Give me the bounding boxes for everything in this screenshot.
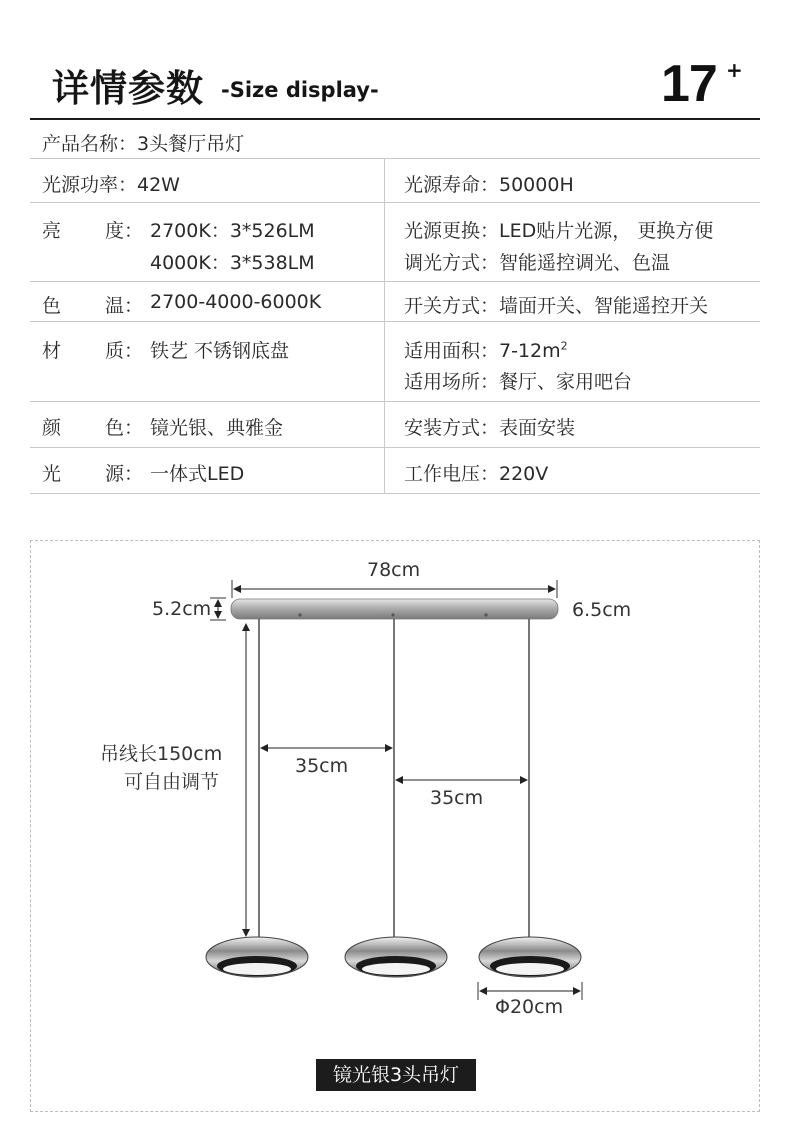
spec-material-label-b: 质： [105,340,144,362]
spec-material-label-a: 材 [42,340,62,362]
base-height-dimension [210,598,226,620]
width-dimension [232,580,557,598]
pendant-disc-middle [345,937,447,977]
spec-voltage: 工作电压：220V [404,463,549,485]
section-number: 17 [661,55,717,113]
canopy-height-label: 6.5cm [572,599,632,621]
spec-life: 光源寿命：50000H [404,174,574,196]
spec-product-name: 产品名称：3头餐厅吊灯 [42,133,245,155]
spec-colortemp-value: 2700-4000-6000K [150,291,322,313]
product-caption: 镜光银3头吊灯 [316,1059,476,1091]
spacing-label-2: 35cm [430,787,484,809]
suspension-cables [259,619,529,944]
spec-brightness-label-a: 亮 [42,220,62,242]
cable-length-label: 吊线长150cm [100,743,223,765]
spec-power: 光源功率：42W [42,174,180,196]
spec-source-label-a: 光 [42,463,62,485]
cable-adjustable-label: 可自由调节 [124,771,220,793]
spec-color-label-a: 颜 [42,417,62,439]
spec-color-label-b: 色： [105,417,144,439]
spec-area-text: 适用面积：7-12m [404,340,561,362]
spec-color-value: 镜光银、典雅金 [150,417,284,439]
page-subtitle: -Size display- [221,78,379,102]
spec-colortemp-label-a: 色 [42,295,62,317]
spec-brightness-line2: 4000K：3*538LM [150,252,315,274]
spec-material-value: 铁艺 不锈钢底盘 [150,340,290,362]
page-title: 详情参数 [52,67,204,110]
spec-switch: 开关方式：墙面开关、智能遥控开关 [404,295,709,317]
width-label: 78cm [367,559,421,581]
pendant-disc-right [479,937,581,977]
spacing-label-1: 35cm [295,755,349,777]
spec-install: 安装方式：表面安装 [404,417,576,439]
spec-replace: 光源更换：LED贴片光源， 更换方便 [404,220,714,242]
spec-area-sup: 2 [560,339,568,353]
spec-place: 适用场所：餐厅、家用吧台 [404,371,633,393]
section-number-plus: + [726,58,743,82]
spec-brightness-label-b: 度： [105,220,144,242]
spec-brightness-line1: 2700K：3*526LM [150,220,315,242]
base-height-label: 5.2cm [152,598,212,620]
ceiling-base-plate [231,599,558,619]
diameter-label: Φ20cm [495,996,564,1018]
spec-source-value: 一体式LED [150,463,245,485]
spec-dimming: 调光方式：智能遥控调光、色温 [404,252,671,274]
spec-colortemp-label-b: 温： [105,295,144,317]
pendant-disc-left [206,937,308,977]
spec-source-label-b: 源： [105,463,144,485]
